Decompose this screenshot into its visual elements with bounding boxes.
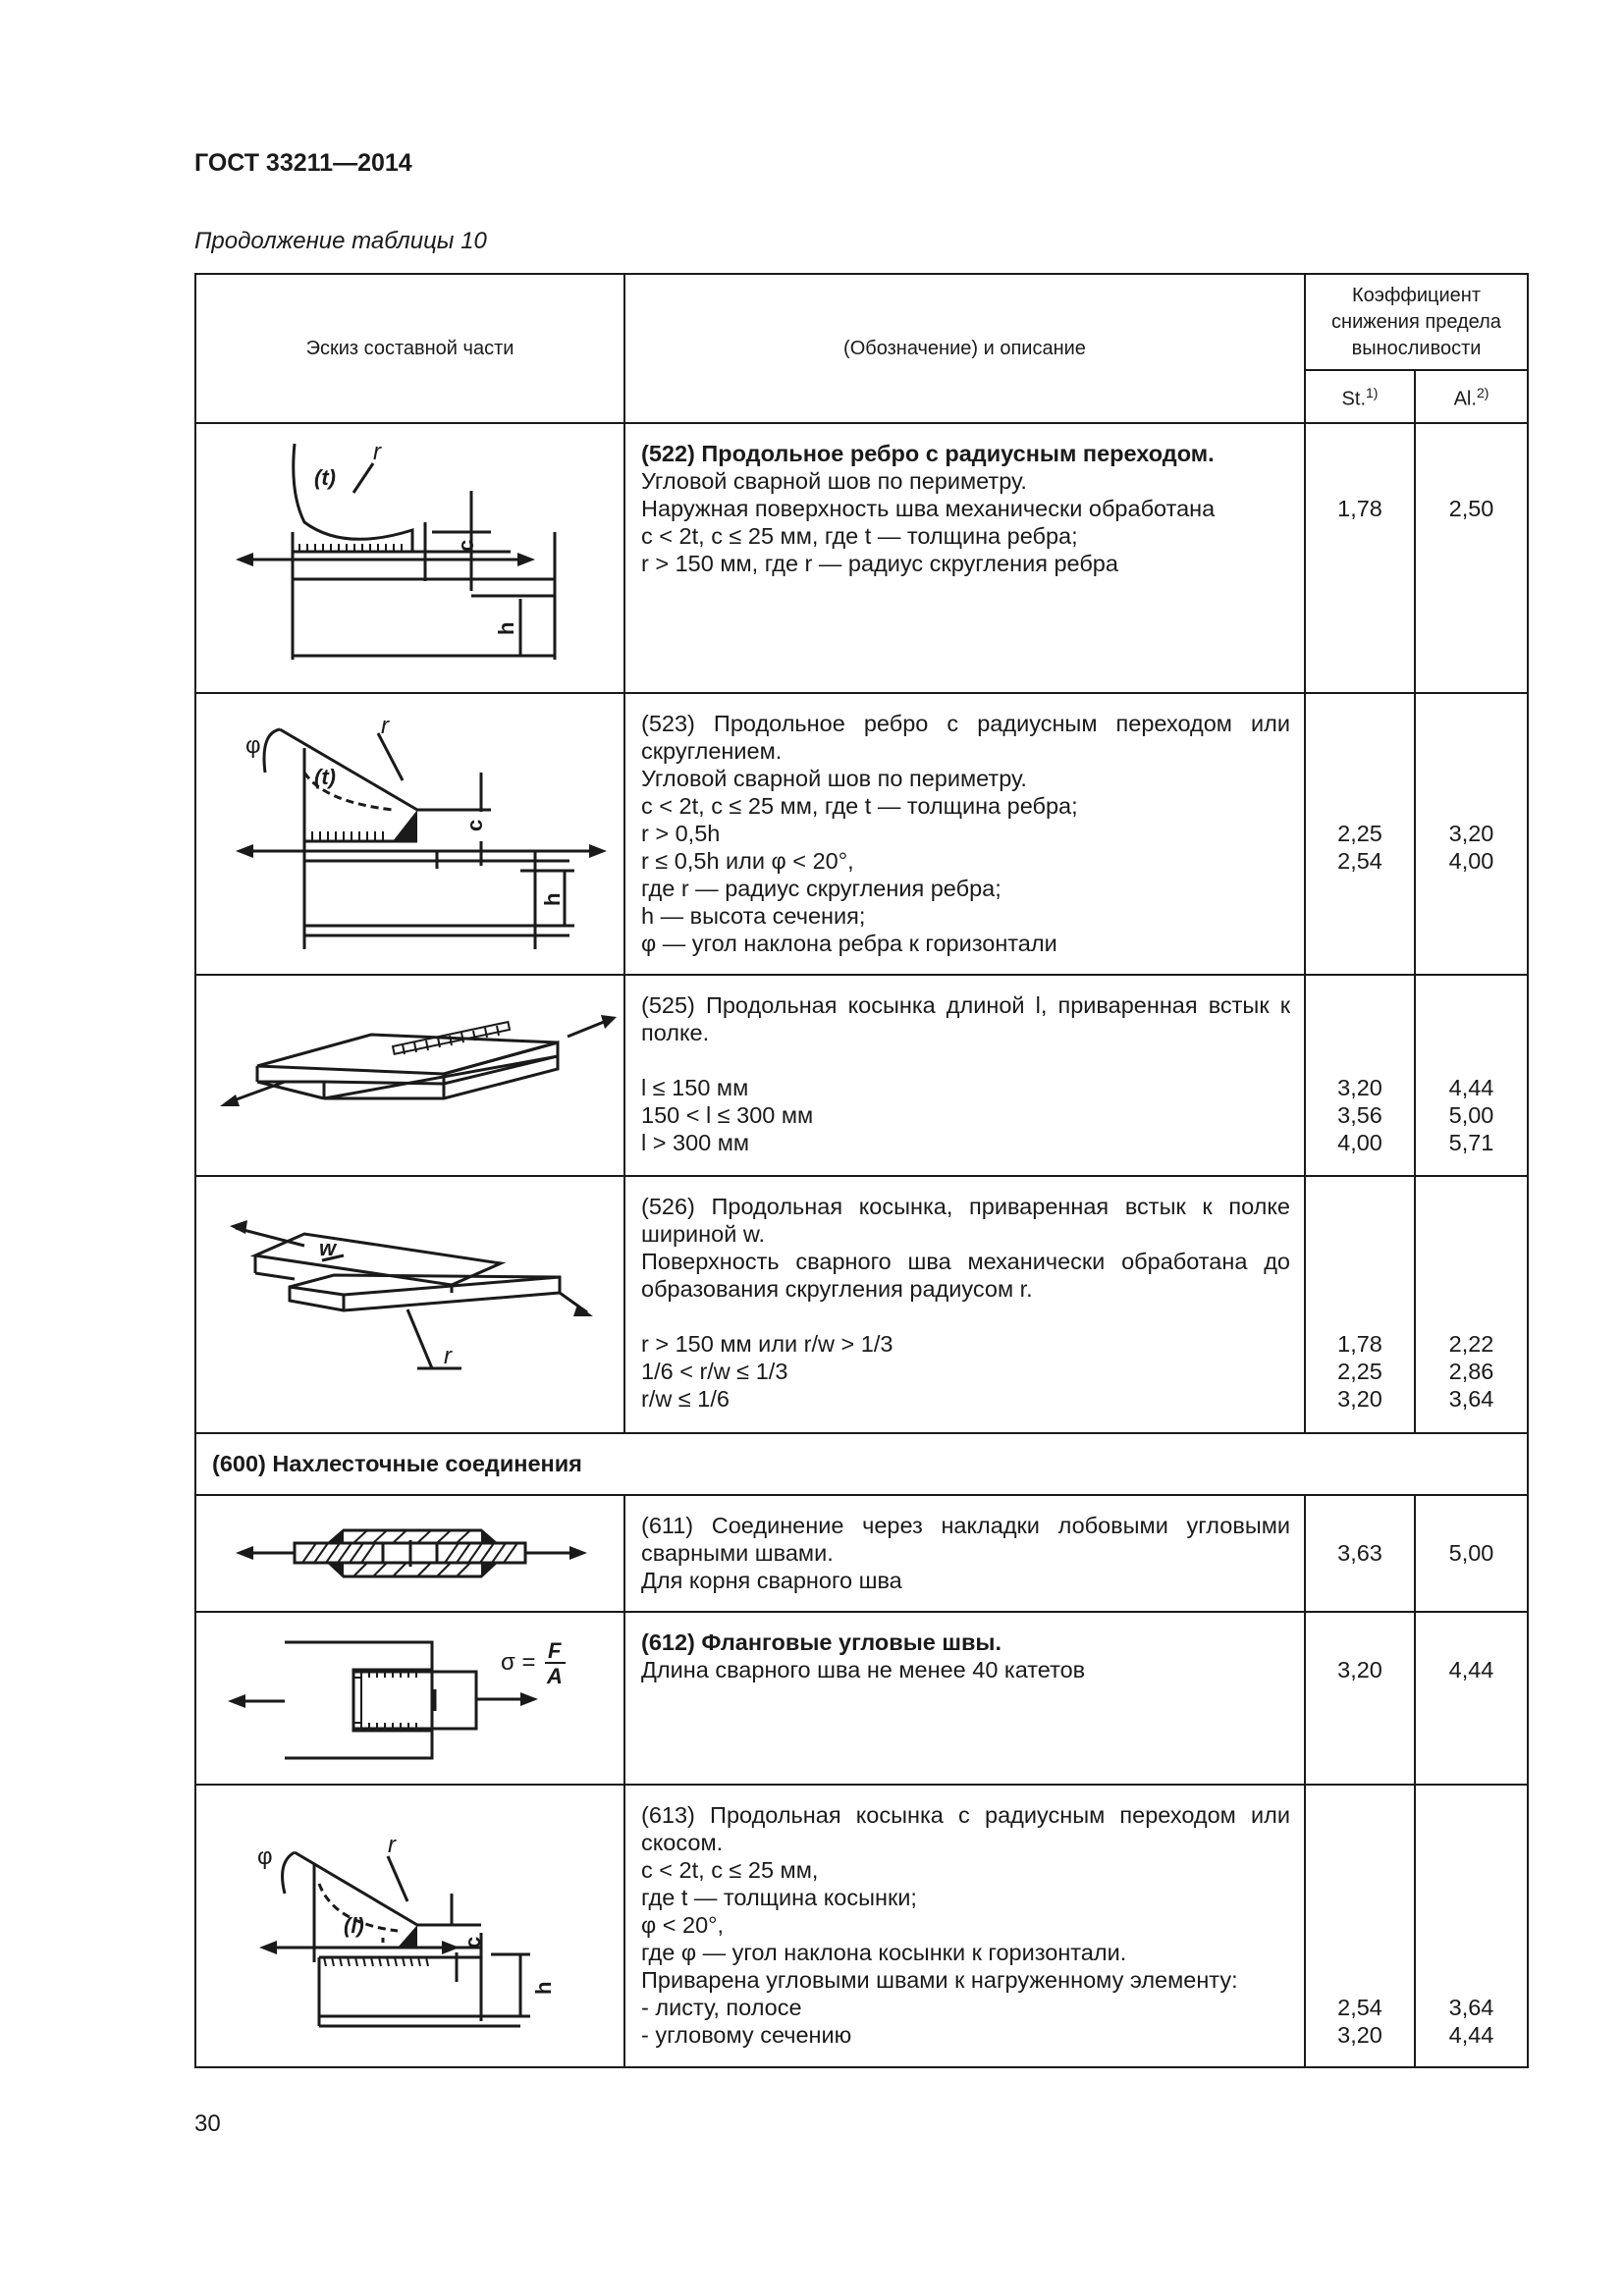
coef-al-522: 2,50 bbox=[1415, 423, 1528, 693]
sketch-526-w-label: w bbox=[319, 1236, 337, 1260]
sketch-526 bbox=[195, 1176, 624, 1433]
sketch-522-drawing bbox=[196, 424, 622, 692]
sketch-526-r-label: r bbox=[444, 1343, 452, 1369]
sketch-523-c-label: c bbox=[462, 819, 487, 831]
sketch-523-h-label: h bbox=[540, 892, 565, 906]
section-600-title: (600) Нахлесточные соединения bbox=[195, 1433, 1528, 1495]
sketch-613-h-label: h bbox=[531, 1981, 556, 1995]
table-row bbox=[195, 423, 1528, 693]
header-al: Al.$^{2)}$ bbox=[1415, 370, 1528, 423]
description-613: (613) Продольная косынка с радиусным переходом или скосом. c < 2t, c ≤ 25 мм, где t — толщина косынки; φ < 20°, где φ — угол наклона косынки к горизонтали. Приварена угловыми швами к нагруженному элементу: - листу, полосе - угловому сечению bbox=[624, 1785, 1305, 2067]
header-st: St.$^{1)}$ bbox=[1305, 370, 1415, 423]
document-code: ГОСТ 33211—2014 bbox=[194, 149, 412, 177]
description-523: (523) Продольное ребро с радиусным переходом или скруглением. Угловой сварной шов по периметру. c < 2t, c ≤ 25 мм, где t — толщина ребра; r > 0,5h r ≤ 0,5h или φ < 20°, где r — радиус скругления ребра; h — высота сечения; φ — угол наклона ребра к горизонтали bbox=[624, 693, 1305, 975]
coef-st-612: 3,20 bbox=[1305, 1612, 1415, 1785]
fatigue-table bbox=[194, 273, 1529, 2068]
coef-al-613: 3,64 4,44 bbox=[1415, 1785, 1528, 2067]
sketch-525-drawing bbox=[196, 976, 622, 1175]
sketch-523-r-label: r bbox=[381, 713, 389, 739]
sketch-611 bbox=[195, 1495, 624, 1612]
coef-st-523: 2,25 2,54 bbox=[1305, 693, 1415, 975]
coef-al-526: 2,22 2,86 3,64 bbox=[1415, 1176, 1528, 1433]
table-row bbox=[195, 693, 1528, 975]
table-row bbox=[195, 1785, 1528, 2067]
sketch-612 bbox=[195, 1612, 624, 1785]
table-row bbox=[195, 1495, 1528, 1612]
table-row bbox=[195, 1612, 1528, 1785]
sketch-522-c-label: c bbox=[454, 539, 478, 552]
coef-st-525: 3,20 3,56 4,00 bbox=[1305, 975, 1415, 1176]
coef-st-526: 1,78 2,25 3,20 bbox=[1305, 1176, 1415, 1433]
sketch-613-r-label: r bbox=[388, 1832, 396, 1858]
header-description: (Обозначение) и описание bbox=[624, 274, 1305, 423]
description-522: (522) Продольное ребро с радиусным переходом. Угловой сварной шов по периметру. Наружная поверхность шва механически обработана c < 2t, c ≤ 25 мм, где t — толщина ребра; r > 150 мм, где r — радиус скругления ребра bbox=[624, 423, 1305, 693]
sketch-522-h-label: h bbox=[494, 621, 518, 635]
table-row bbox=[195, 975, 1528, 1176]
table-row bbox=[195, 1176, 1528, 1433]
coef-al-525: 4,44 5,00 5,71 bbox=[1415, 975, 1528, 1176]
sketch-522-r-label: r bbox=[373, 439, 381, 465]
sketch-523-drawing bbox=[196, 694, 622, 974]
sketch-522 bbox=[195, 423, 624, 693]
sketch-613-l-label: (l) bbox=[344, 1913, 364, 1938]
sketch-612-sigma: σ = bbox=[501, 1649, 536, 1676]
page-number: 30 bbox=[194, 2110, 221, 2137]
coef-st-613: 2,54 3,20 bbox=[1305, 1785, 1415, 2067]
sketch-526-drawing bbox=[196, 1177, 622, 1432]
description-525: (525) Продольная косынка длиной l, приваренная встык к полке. l ≤ 150 мм 150 < l ≤ 300 мм l > 300 мм bbox=[624, 975, 1305, 1176]
sketch-611-drawing bbox=[196, 1496, 622, 1611]
description-611: (611) Соединение через накладки лобовыми угловыми сварными швами. Для корня сварного шва bbox=[624, 1495, 1305, 1612]
sketch-612-F: F bbox=[548, 1638, 562, 1663]
sketch-613-phi-label: φ bbox=[257, 1843, 273, 1870]
description-612: (612) Фланговые угловые швы. Длина сварного шва не менее 40 катетов bbox=[624, 1612, 1305, 1785]
coef-al-611: 5,00 bbox=[1415, 1495, 1528, 1612]
sketch-613-drawing bbox=[196, 1786, 622, 2066]
header-coefficient: Коэффициент снижения предела выносливости bbox=[1305, 274, 1528, 370]
description-526: (526) Продольная косынка, приваренная встык к полке шириной w. Поверхность сварного шва механически обработана до образования скругления радиусом r. r > 150 мм или r/w > 1/3 1/6 < r/w ≤ 1/3 r/w ≤ 1/6 bbox=[624, 1176, 1305, 1433]
sketch-612-A: A bbox=[547, 1664, 563, 1688]
header-sketch: Эскиз составной части bbox=[195, 274, 624, 423]
sketch-523 bbox=[195, 693, 624, 975]
sketch-523-phi-label: φ bbox=[245, 732, 261, 759]
coef-al-523: 3,20 4,00 bbox=[1415, 693, 1528, 975]
coef-al-612: 4,44 bbox=[1415, 1612, 1528, 1785]
section-row bbox=[195, 1433, 1528, 1495]
sketch-613-c-label: c bbox=[460, 1936, 485, 1949]
coef-st-611: 3,63 bbox=[1305, 1495, 1415, 1612]
sketch-523-t-label: (t) bbox=[314, 765, 336, 789]
sketch-613 bbox=[195, 1785, 624, 2067]
sketch-612-drawing bbox=[196, 1613, 622, 1784]
table-continuation-caption: Продолжение таблицы 10 bbox=[194, 228, 487, 254]
sketch-522-t-label: (t) bbox=[314, 465, 336, 490]
coef-st-522: 1,78 bbox=[1305, 423, 1415, 693]
sketch-525 bbox=[195, 975, 624, 1176]
